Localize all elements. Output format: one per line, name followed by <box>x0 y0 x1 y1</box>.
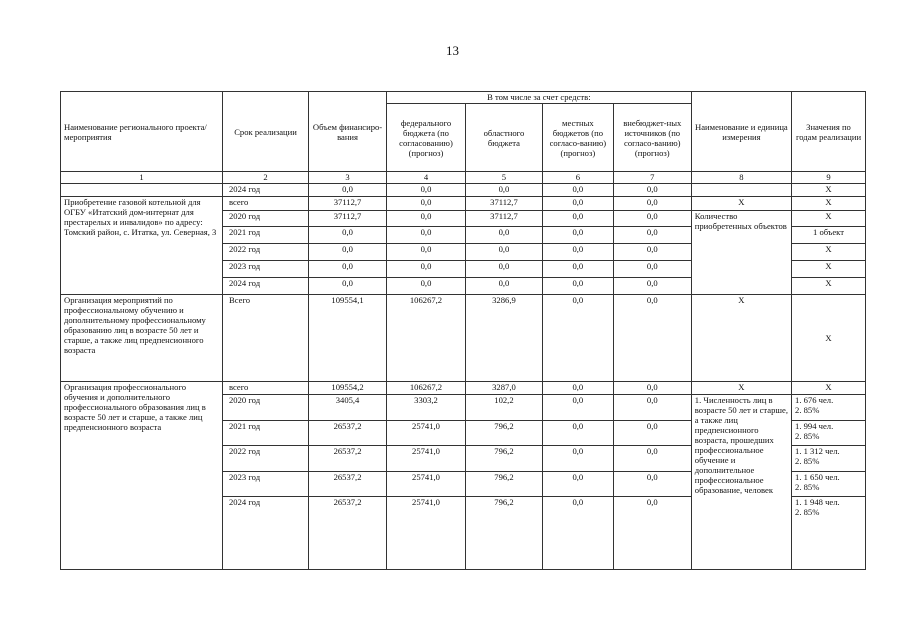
indicator-name-prof: 1. Численность лиц в возрасте 50 лет и старше, а также лиц предпенсионного возраста, прошедших профессиональное обучение и дополнительное профессиональное образование, человек <box>691 395 791 570</box>
regional-cell: 37112,7 <box>465 211 542 227</box>
regional-cell: 0,0 <box>465 261 542 278</box>
value-cell <box>792 472 866 497</box>
empty-cell <box>691 184 791 197</box>
empty-cell <box>61 184 223 197</box>
period-cell: Всего <box>223 295 309 382</box>
total-cell: 0,0 <box>309 184 387 197</box>
value-line: 1. 676 чел. <box>795 395 834 405</box>
period-cell: всего <box>223 197 309 211</box>
value-cell: X <box>792 382 866 395</box>
period-cell: 2020 год <box>223 211 309 227</box>
value-line: 1. 1 948 чел. <box>795 497 840 507</box>
period-cell: 2024 год <box>223 278 309 295</box>
total-cell: 0,0 <box>309 244 387 261</box>
total-cell: 37112,7 <box>309 197 387 211</box>
column-number: 3 <box>309 172 387 184</box>
value-cell <box>792 446 866 472</box>
period-cell: 2020 год <box>223 395 309 421</box>
table-row <box>61 382 866 395</box>
value-cell: X <box>792 197 866 211</box>
local-cell: 0,0 <box>542 497 613 570</box>
total-cell: 0,0 <box>309 261 387 278</box>
value-cell <box>792 421 866 446</box>
column-number: 6 <box>542 172 613 184</box>
offbudget-cell: 0,0 <box>613 278 691 295</box>
local-cell: 0,0 <box>542 197 613 211</box>
column-number: 2 <box>223 172 309 184</box>
offbudget-cell: 0,0 <box>613 395 691 421</box>
table-row <box>61 197 866 211</box>
column-number: 1 <box>61 172 223 184</box>
regional-cell: 0,0 <box>465 278 542 295</box>
offbudget-cell: 0,0 <box>613 497 691 570</box>
regional-cell: 796,2 <box>465 497 542 570</box>
table-row <box>61 184 866 197</box>
total-cell: 109554,2 <box>309 382 387 395</box>
period-cell: 2022 год <box>223 446 309 472</box>
local-cell: 0,0 <box>542 421 613 446</box>
offbudget-cell: 0,0 <box>613 382 691 395</box>
value-cell: X <box>792 295 866 382</box>
local-cell: 0,0 <box>542 472 613 497</box>
period-cell: 2021 год <box>223 227 309 244</box>
regional-cell: 102,2 <box>465 395 542 421</box>
header-col3: Объем финансиро-вания <box>309 92 387 172</box>
local-cell: 0,0 <box>542 244 613 261</box>
total-cell: 0,0 <box>309 227 387 244</box>
header-col6: местных бюджетов (по согласо-ванию) (прогноз) <box>542 104 613 172</box>
federal-cell: 0,0 <box>387 184 466 197</box>
column-number: 5 <box>465 172 542 184</box>
offbudget-cell: 0,0 <box>613 446 691 472</box>
total-cell: 0,0 <box>309 278 387 295</box>
regional-cell: 3287,0 <box>465 382 542 395</box>
regional-cell: 0,0 <box>465 184 542 197</box>
value-cell: X <box>792 278 866 295</box>
header-col5: областного бюджета <box>465 104 542 172</box>
federal-cell: 25741,0 <box>387 497 466 570</box>
regional-cell: 796,2 <box>465 421 542 446</box>
header-col8: Наименование и единица измерения <box>691 92 791 172</box>
offbudget-cell: 0,0 <box>613 244 691 261</box>
regional-cell: 0,0 <box>465 227 542 244</box>
header-col1: Наименование регионального проекта/ мероприятия <box>61 92 223 172</box>
regional-cell: 796,2 <box>465 446 542 472</box>
table-row <box>61 295 866 382</box>
header-row <box>61 92 866 104</box>
federal-cell: 3303,2 <box>387 395 466 421</box>
local-cell: 0,0 <box>542 278 613 295</box>
local-cell: 0,0 <box>542 382 613 395</box>
regional-cell: 0,0 <box>465 244 542 261</box>
offbudget-cell: 0,0 <box>613 295 691 382</box>
local-cell: 0,0 <box>542 395 613 421</box>
offbudget-cell: 0,0 <box>613 472 691 497</box>
total-cell: 26537,2 <box>309 497 387 570</box>
period-cell: 2024 год <box>223 497 309 570</box>
value-cell: X <box>792 244 866 261</box>
value-line: 2. 85% <box>795 405 820 415</box>
period-cell: 2021 год <box>223 421 309 446</box>
regional-cell: 796,2 <box>465 472 542 497</box>
federal-cell: 0,0 <box>387 261 466 278</box>
offbudget-cell: 0,0 <box>613 184 691 197</box>
value-cell <box>792 497 866 570</box>
indicator-cell: X <box>691 382 791 395</box>
header-col2: Срок реализации <box>223 92 309 172</box>
indicator-cell: X <box>691 295 791 382</box>
regional-cell: 37112,7 <box>465 197 542 211</box>
value-cell <box>792 395 866 421</box>
federal-cell: 0,0 <box>387 278 466 295</box>
value-line: 2. 85% <box>795 456 820 466</box>
value-line: 2. 85% <box>795 507 820 517</box>
indicator-cell: X <box>691 197 791 211</box>
column-number: 7 <box>613 172 691 184</box>
federal-cell: 0,0 <box>387 211 466 227</box>
project-table <box>60 91 866 570</box>
event-name-org: Организация мероприятий по профессиональному обучению и дополнительному профессиональному образованию лиц в возрасте 50 лет и старше, а также лиц предпенсионного возраста <box>61 295 223 382</box>
offbudget-cell: 0,0 <box>613 227 691 244</box>
column-number: 9 <box>792 172 866 184</box>
offbudget-cell: 0,0 <box>613 421 691 446</box>
header-col7: внебюджет-ных источников (по согласо-ванию) (прогноз) <box>613 104 691 172</box>
page-number: 13 <box>446 43 459 58</box>
column-number: 4 <box>387 172 466 184</box>
period-cell: 2023 год <box>223 261 309 278</box>
value-cell: 1 объект <box>792 227 866 244</box>
local-cell: 0,0 <box>542 184 613 197</box>
federal-cell: 25741,0 <box>387 472 466 497</box>
total-cell: 109554,1 <box>309 295 387 382</box>
column-number-row <box>61 172 866 184</box>
federal-cell: 0,0 <box>387 244 466 261</box>
period-cell: всего <box>223 382 309 395</box>
period-cell: 2022 год <box>223 244 309 261</box>
local-cell: 0,0 <box>542 446 613 472</box>
total-cell: 26537,2 <box>309 421 387 446</box>
value-line: 1. 1 650 чел. <box>795 472 840 482</box>
header-col4: федерального бюджета (по согласованию) (прогноз) <box>387 104 466 172</box>
value-line: 2. 85% <box>795 482 820 492</box>
value-cell: X <box>792 211 866 227</box>
regional-cell: 3286,9 <box>465 295 542 382</box>
offbudget-cell: 0,0 <box>613 261 691 278</box>
federal-cell: 0,0 <box>387 197 466 211</box>
total-cell: 26537,2 <box>309 472 387 497</box>
local-cell: 0,0 <box>542 261 613 278</box>
value-line: 1. 1 312 чел. <box>795 446 840 456</box>
total-cell: 3405,4 <box>309 395 387 421</box>
federal-cell: 106267,2 <box>387 382 466 395</box>
value-line: 2. 85% <box>795 431 820 441</box>
indicator-name-gas: Количество приобретенных объектов <box>691 211 791 295</box>
federal-cell: 106267,2 <box>387 295 466 382</box>
local-cell: 0,0 <box>542 211 613 227</box>
column-number: 8 <box>691 172 791 184</box>
event-name-prof: Организация профессионального обучения и дополнительного профессионального образования лиц в возрасте 50 лет и старше, а также лиц предпенсионного возраста <box>61 382 223 570</box>
value-cell: X <box>792 184 866 197</box>
header-group: В том числе за счет средств: <box>387 92 692 104</box>
value-cell: X <box>792 261 866 278</box>
header-col9: Значения по годам реализации <box>792 92 866 172</box>
period-cell: 2023 год <box>223 472 309 497</box>
event-name-gas: Приобретение газовой котельной для ОГБУ «Итатский дом-интернат для престарелых и инвалидов» по адресу: Томский район, с. Итатка, ул. Северная, 3 <box>61 197 223 295</box>
offbudget-cell: 0,0 <box>613 197 691 211</box>
local-cell: 0,0 <box>542 295 613 382</box>
federal-cell: 25741,0 <box>387 446 466 472</box>
period-cell: 2024 год <box>223 184 309 197</box>
local-cell: 0,0 <box>542 227 613 244</box>
total-cell: 37112,7 <box>309 211 387 227</box>
federal-cell: 0,0 <box>387 227 466 244</box>
federal-cell: 25741,0 <box>387 421 466 446</box>
total-cell: 26537,2 <box>309 446 387 472</box>
offbudget-cell: 0,0 <box>613 211 691 227</box>
value-line: 1. 994 чел. <box>795 421 834 431</box>
